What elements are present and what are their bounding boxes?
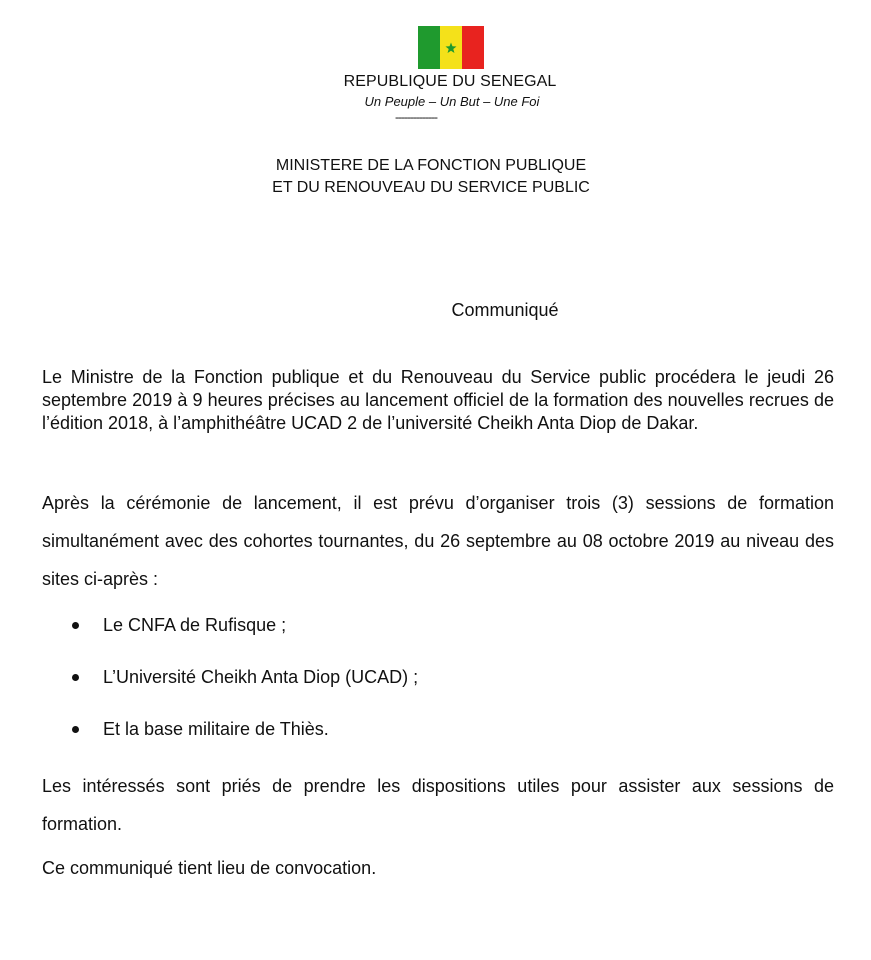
bullet-icon <box>72 726 79 733</box>
flag-green-band <box>418 26 440 69</box>
national-motto: Un Peuple – Un But – Une Foi <box>364 94 540 109</box>
paragraph-convocation: Ce communiqué tient lieu de convocation. <box>42 858 377 878</box>
header-separator: -------------- <box>395 110 437 124</box>
republic-name: REPUBLIQUE DU SENEGAL <box>343 73 557 90</box>
ministry-name <box>0 155 862 199</box>
site-label: Et la base militaire de Thiès. <box>103 719 329 739</box>
ministry-line-2: ET DU RENOUVEAU DU SERVICE PUBLIC <box>272 179 590 196</box>
training-sites-list <box>42 610 418 766</box>
list-item <box>42 662 418 714</box>
document-title: Communiqué <box>451 300 559 320</box>
bullet-icon <box>72 674 79 681</box>
site-label: Le CNFA de Rufisque ; <box>103 615 287 635</box>
paragraph-announcement: Le Ministre de la Fonction publique et du Renouveau du Service public procédera le jeudi 26 septembre 2019 à 9 heures précises au lancement officiel de la formation des nouvelles recrues de l’édition 2018, à l’amphithéâtre UCAD 2 de l’université Cheikh Anta Diop de Dakar. <box>42 367 834 433</box>
list-item <box>42 714 418 766</box>
site-label: L’Université Cheikh Anta Diop (UCAD) ; <box>103 667 419 687</box>
flag-yellow-band <box>440 26 462 69</box>
paragraph-sessions: Après la cérémonie de lancement, il est prévu d’organiser trois (3) sessions de formation simultanément avec des cohortes tournantes, du 26 septembre au 08 octobre 2019 au niveau des sites ci-après : <box>42 493 834 589</box>
flag-red-band <box>462 26 484 69</box>
star-icon <box>445 42 457 54</box>
paragraph-instructions: Les intéressés sont priés de prendre les dispositions utiles pour assister aux sessions de formation. <box>42 776 834 834</box>
ministry-line-1: MINISTERE DE LA FONCTION PUBLIQUE <box>275 157 587 174</box>
senegal-flag-icon <box>418 26 484 69</box>
list-item <box>42 610 418 662</box>
bullet-icon <box>72 622 79 629</box>
